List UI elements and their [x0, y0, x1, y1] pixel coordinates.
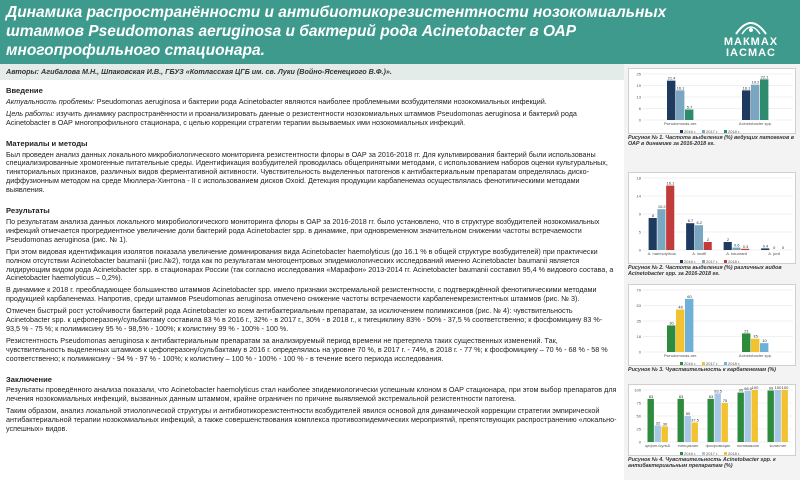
data-label: 37.5: [691, 417, 699, 423]
category-label: полимиксин: [736, 443, 760, 448]
category-label: Acinetobacter spp.: [738, 121, 773, 126]
bar: [708, 399, 714, 442]
bar: [657, 209, 665, 250]
data-label: 75: [722, 398, 728, 403]
y-tick-label: 100: [634, 387, 641, 393]
intro-heading: Введение: [6, 86, 43, 95]
bar: [761, 248, 769, 250]
data-label: 50: [685, 411, 691, 416]
legend-label: 2016 г.: [684, 360, 697, 366]
figure-2: [628, 172, 796, 278]
y-tick-label: 9: [638, 211, 641, 217]
data-label: 8: [651, 213, 655, 218]
legend-swatch: [680, 452, 683, 455]
bar: [760, 343, 768, 352]
legend-swatch: [724, 452, 727, 455]
intro-relevance-lead: Актуальность проблемы:: [6, 96, 95, 106]
bar: [751, 339, 759, 352]
intro-goal: [6, 110, 618, 128]
category-label: A. baumanii: [726, 251, 748, 256]
bar: [741, 249, 749, 250]
bar: [732, 248, 740, 250]
chart-fig4: [628, 384, 796, 456]
chart-fig1: [628, 68, 796, 134]
logo-text-ru: МАКМАХ: [723, 36, 779, 48]
y-tick-label: 25: [636, 71, 641, 77]
bar: [742, 90, 750, 120]
bar: [752, 390, 758, 442]
data-label: 95: [738, 387, 744, 393]
bar: [667, 325, 675, 352]
category-label: тигециклин: [677, 443, 699, 448]
bar: [760, 79, 768, 120]
data-label: 30: [669, 320, 674, 326]
category-label: A. junii: [768, 251, 781, 256]
bar: [704, 242, 712, 250]
data-label: 16.1: [666, 180, 675, 186]
data-label: 10.2: [657, 204, 666, 210]
conclusion-heading: Заключение: [6, 374, 53, 384]
category-label: A. haemolyticus: [647, 251, 676, 256]
legend-label: 2018 г.: [728, 128, 741, 134]
bar: [782, 390, 788, 442]
figure-1-caption: Рисунок № 1. Частота выделения (%) ведущих патогенов в ОАР в динамике за 2016-2018 гг.: [628, 135, 794, 148]
figure-4-caption: Рисунок № 4. Чувствительность Acinetobacter spp. к антибактериальным препаратам (%): [628, 457, 776, 470]
methods-text: Был проведен анализ данных локального микробиологического мониторинга резистентности флоры в ОАР за 2016-2018 гг. Для культивирования бактерий были использованы специализированные хромогенные питательные среды. Идентификация возбудителей проводилась общепринятыми методами, с использованием наборов оценки культуральных, тинкториальных признаков, различных видов ферментативной активности. Чувствительность выделенных патогенов к антибактериальным препаратам определялась диско-диффузионным методом на среде Мюллера-Хинтона - II с использованием дисков Oxoid. Детекция продукции карбапенемаз осуществлялась фенотипическими методами выявления.: [6, 149, 608, 195]
data-label: 99: [768, 385, 774, 391]
bar: [685, 299, 693, 352]
legend-swatch: [702, 260, 705, 263]
figure-3-caption: Рисунок № 3. Чувствительность к карбапенемам (%): [628, 367, 776, 373]
logo-emblem-icon: [706, 10, 796, 38]
category-label: A. lwoffi: [692, 251, 707, 256]
data-label: 0: [773, 245, 776, 250]
y-tick-label: 14: [636, 193, 641, 199]
data-label: 15: [753, 333, 758, 339]
data-label: 32: [655, 420, 661, 426]
y-tick-label: 50: [636, 413, 641, 419]
bar: [676, 309, 684, 352]
data-label: 19.2: [751, 79, 760, 85]
figures-column: [624, 64, 800, 480]
conclusion-text-2: Таким образом, анализ локальной этиологической структуры и антибиотикорезистентности возбудителей явился основой для динамической коррекции стратегии эмпирической антибактериальной терапии нозокомиальных инфекций, а также совершенствования комплекса противоэпидемических мероприятий, препятствующих распространению «локально-успешных» видов.: [6, 406, 617, 434]
data-label: 10: [762, 338, 767, 344]
data-label: 2: [706, 237, 710, 242]
conclusion-text-1: Результаты проведённого анализа показали, что Acinetobacter haemolyticus стал наиболее эпидемиологически успешным клоном в ОАР стационара, при этом выбор препаратов для лечения нозокомиальных инфекций, вызванных данным штаммом, крайне ограничен по причине выявляемой экстремальной резистентности патогена.: [6, 385, 617, 404]
legend-swatch: [702, 452, 705, 455]
data-label: 83: [648, 393, 654, 399]
bar: [695, 225, 703, 250]
y-tick-label: 6: [638, 105, 641, 111]
legend-swatch: [680, 260, 683, 263]
legend-swatch: [724, 130, 727, 133]
bar: [745, 391, 751, 442]
category-label: цефоп./сульб.: [644, 443, 672, 448]
methods-heading: Материалы и методы: [6, 138, 88, 148]
legend-label: 2018 г.: [728, 360, 741, 366]
logo-text-en: IACMAC: [726, 47, 776, 59]
data-label: 83: [708, 393, 714, 399]
legend-swatch: [702, 362, 705, 365]
y-tick-label: 75: [636, 400, 641, 406]
intro-goal-text: изучить динамику распространённости и проанализировать данные о резистентности нозокомиальных штаммов Pseudomonas aeruginosa и бактерий рода Acinetobacter в ОАР многопрофильного стационара, с целью коррекции стратегии терапии вызываемых ими нозокомиальных инфекций.: [6, 108, 577, 127]
legend-label: 2018 г.: [728, 450, 741, 456]
data-label: 6.2: [696, 220, 703, 226]
y-tick-label: 18: [636, 333, 641, 339]
y-tick-label: 0: [638, 117, 641, 123]
bar: [768, 391, 774, 442]
data-label: 100: [751, 385, 759, 390]
y-tick-label: 0: [638, 349, 641, 355]
bar: [649, 218, 657, 250]
y-tick-label: 18: [636, 175, 641, 181]
legend-label: 2016 г.: [684, 128, 697, 134]
chart-fig2: [628, 172, 796, 264]
y-tick-label: 35: [636, 318, 641, 324]
figure-1: [628, 68, 796, 148]
legend-swatch: [724, 260, 727, 263]
bar: [662, 426, 668, 442]
legend-label: 2017 г.: [706, 360, 719, 366]
results-text-4: Отмечен быстрый рост устойчивости бактерий рода Acinetobacter ко всем антибактериальным препаратам, за исключением полимиксинов (рис. № 4): чувствительность Acinetobacter spp. к цефоперазону/сульбактаму составила 83 % в 2016 г., 32% - в 2017 г., 30% - в 2018 г., к тигециклину 83% - 50% - 37,5 % соответственно; к фосфомицину 83 %- 93,5 % - 75 %; к полимиксину 95 % - 98,5% - 100%; к колистину 99 % - 100% - 100 %.: [6, 306, 603, 333]
category-label: Pseudomonas aer.: [663, 121, 698, 126]
data-label: 2: [726, 237, 730, 242]
figure-2-caption: Рисунок № 2. Частота выделения (%) различных видов Acinetobacter spp. за 2016-2018 гг.: [628, 265, 782, 278]
bar: [751, 85, 759, 120]
y-tick-label: 0: [638, 439, 641, 445]
data-label: 100: [774, 385, 782, 390]
results-text-1: По результатам анализа данных локального микробиологического мониторинга флоры в ОАР за 2016-2018 гг. было установлено, что в структуре возбудителей нозокомиальных инфекций отмечается прогредиентное увеличение доли бактерий рода Acinetobacter spp. в динамике, при одновременном значительном снижении частоты встречаемости Pseudomonas aeruginosa (рис. № 1).: [6, 216, 600, 244]
chart-fig3: [628, 284, 796, 366]
data-label: 6.7: [687, 218, 694, 224]
intro-relevance-text: Pseudomonas aeruginosa и бактерии рода Acinetobacter являются наиболее проблемными возбудителями нозокомиальных инфекций.: [94, 96, 547, 106]
bar: [685, 110, 693, 120]
bar: [692, 423, 698, 443]
conference-logo: [706, 10, 796, 60]
category-label: фосфомицин: [705, 443, 731, 448]
data-label: 83: [678, 393, 684, 399]
y-tick-label: 25: [636, 426, 641, 432]
intro-goal-lead: Цель работы:: [6, 108, 55, 118]
legend-label: 2017 г.: [706, 450, 719, 456]
main-text-column: [6, 84, 618, 437]
y-tick-label: 13: [636, 94, 641, 100]
y-tick-label: 53: [636, 302, 641, 308]
bar: [738, 393, 744, 442]
category-label: Pseudomonas aer.: [663, 353, 698, 358]
data-label: 0: [781, 245, 785, 250]
bar: [724, 242, 732, 250]
data-label: 21.4: [667, 75, 676, 81]
data-label: 22.1: [760, 74, 769, 80]
bar: [648, 399, 654, 442]
legend-label: 2016 г.: [684, 258, 697, 264]
bar: [722, 403, 728, 442]
data-label: 16.1: [742, 85, 751, 91]
data-label: 0.6: [733, 242, 740, 248]
bar: [678, 399, 684, 442]
poster-title: Динамика распространённости и антибиотикорезистентности нозокомиальных штаммов Pseudomonas aeruginosa и бактерий рода Acinetobacter в ОАР многопрофильного стационара.: [6, 4, 667, 59]
results-text-5: Резистентность Pseudomonas aeruginosa к антибактериальным препаратам за анализируемый период времени не претерпела таких существенных изменений. Так, чувствительность выделенных штаммов к цефоперазону/сульбактаму в 2016 г. определялась на уровне 70 %, в 2017 г. - 74%, в 2018 г. - 77 %; к фосфомицину – 70 % - 68 % - 58 % соответственно; к полимиксину - 94 % - 97 % - 100%; к колистину – 100 % - 100% - 100 % - в течение всего периода исследования.: [6, 335, 608, 363]
data-label: 98.5: [744, 385, 752, 391]
legend-label: 2018 г.: [728, 258, 741, 264]
data-label: 100: [781, 385, 789, 390]
category-label: колистин: [769, 443, 787, 448]
authors-line: Авторы: Агибалова М.Н., Шпаковская И.В., ГБУЗ «Котласская ЦГБ им. св. Луки (Войно-Ясенецкого В.Ф.)».: [6, 67, 392, 76]
figure-4: [628, 384, 796, 470]
data-label: 30: [662, 421, 668, 427]
legend-swatch: [680, 362, 683, 365]
bar: [685, 416, 691, 442]
bar: [676, 90, 684, 120]
data-label: 93.5: [714, 388, 722, 394]
legend-label: 2017 г.: [706, 258, 719, 264]
legend-swatch: [680, 130, 683, 133]
figure-3: [628, 284, 796, 373]
data-label: 16.1: [676, 85, 685, 91]
bar: [742, 333, 750, 352]
bar: [667, 81, 675, 120]
category-label: Acinetobacter spp.: [738, 353, 773, 358]
y-tick-label: 5: [638, 229, 641, 235]
bar: [666, 186, 674, 250]
legend-swatch: [724, 362, 727, 365]
y-tick-label: 19: [636, 82, 641, 88]
y-tick-label: 70: [636, 287, 641, 293]
bar: [655, 425, 661, 442]
bar: [686, 223, 694, 250]
legend-label: 2016 г.: [684, 450, 697, 456]
bar: [715, 393, 721, 442]
data-label: 48: [678, 304, 683, 310]
intro-relevance: [6, 98, 618, 107]
bar: [775, 390, 781, 442]
y-tick-label: 0: [638, 247, 641, 253]
data-label: 0.3: [742, 243, 749, 249]
data-label: 21: [744, 328, 749, 334]
data-label: 5.7: [686, 104, 693, 110]
data-label: 0.4: [762, 243, 769, 249]
results-text-3: В динамике к 2018 г. преобладающее большинство штаммов Acinetobacter spp. имело признаки экстремальной резистентности, с подтверждённой фенотипическими методами продукцией карбапенемаз. Напротив, среди штаммов Pseudomonas aeruginosa отмечено снижение частоты встречаемости карбапенемрезистентных штаммов (рис. № 3).: [6, 285, 597, 304]
legend-swatch: [702, 130, 705, 133]
data-label: 60: [687, 293, 692, 299]
results-heading: Результаты: [6, 206, 50, 216]
results-text-2: При этом видовая идентификация изолятов показала увеличение доминирования вида Acinetobacter haemolyticus (до 16.1 % в общей структуре возбудителей) при практически полном отсутствии Acinetobacter baumanii (рис.№2), тогда как по результатам многоцентровых эпидемиологических исследований именно Acinetobacter baumanii является лидирующим видом рода Acinetobacter spp. в стационарах России (так согласно исследования «Марафон» 2013-2014 гг. Acinetobacter baumanii составил 95,4 % видового состава, а Acinetobacter haemolyticus – 0,2%).: [6, 246, 614, 283]
legend-label: 2017 г.: [706, 128, 719, 134]
